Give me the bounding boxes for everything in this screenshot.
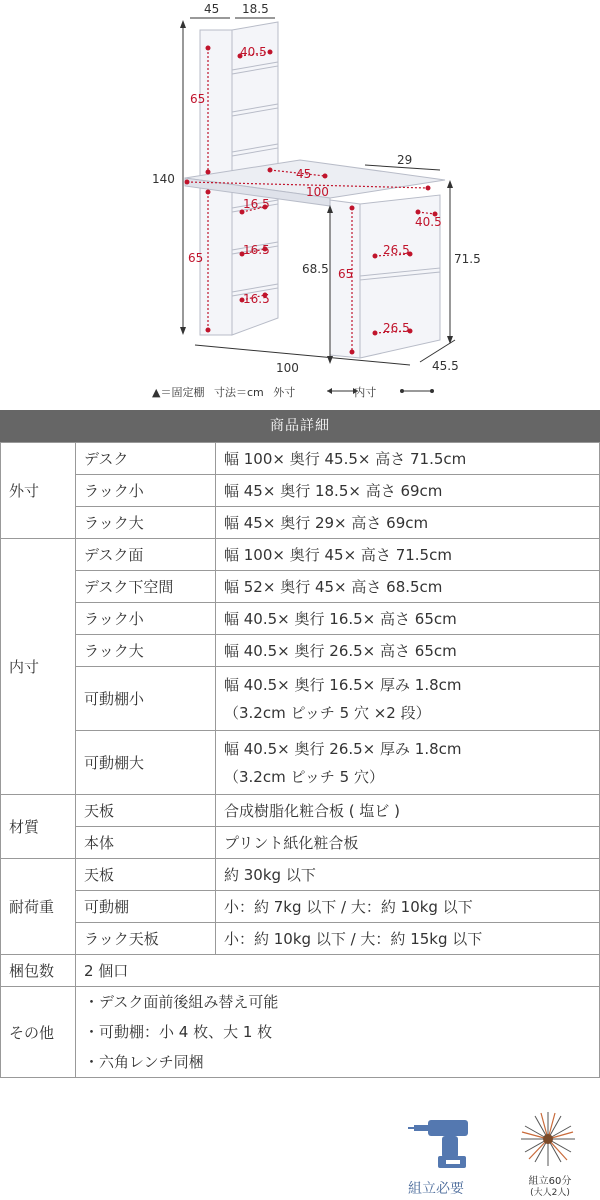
dim-right-shelf-2: 26.5 [383,321,410,335]
row-label: 可動棚 [76,891,216,923]
table-row [1,923,600,955]
dim-under-desk-height: 68.5 [302,262,329,276]
row-value: 幅 45× 奥行 29× 高さ 69cm [216,507,600,539]
diagram-legend [152,384,382,400]
category-outer: 外寸 [1,443,76,539]
category-material: 材質 [1,795,76,859]
dim-shelf-a: 16.5 [243,197,270,211]
row-value [216,667,600,731]
row-label: 可動棚小 [76,667,216,731]
row-label: ラック天板 [76,923,216,955]
assembly-people-label: (大人2人) [530,1188,570,1198]
row-value: 小：約 10kg 以下 / 大：約 15kg 以下 [216,923,600,955]
table-row [1,475,600,507]
dim-lower-rack-height: 65 [188,251,204,265]
row-value [216,731,600,795]
table-row [1,539,600,571]
table-row [1,603,600,635]
dim-right-rack-width: 40.5 [415,215,442,229]
row-value-line2: （3.2cm ピッチ 5 穴 ×2 段） [224,703,431,722]
row-label: 天板 [76,795,216,827]
category-inner: 内寸 [1,539,76,795]
table-row [1,987,600,1078]
table-row [1,891,600,923]
dim-upper-rack-height: 65 [190,92,206,106]
table-row [1,443,600,475]
dim-rack-small-depth: 18.5 [242,2,269,16]
dim-shelf-c: 16.5 [243,292,270,306]
row-label: ラック大 [76,507,216,539]
dim-bottom-depth: 45.5 [432,359,459,373]
package-value: 2 個口 [76,955,600,987]
dim-right-shelf-1: 26.5 [383,243,410,257]
legend-outer: 外寸 [273,386,296,399]
table-row [1,667,600,731]
product-dimension-diagram [0,0,600,408]
table-row [1,571,600,603]
legend-fixed-shelf: ▲＝固定棚 [152,386,205,399]
row-value-line1: 幅 40.5× 奥行 16.5× 厚み 1.8cm [224,675,462,694]
row-label: ラック大 [76,635,216,667]
assembly-required-label: 組立必要 [408,1181,464,1197]
table-row [1,795,600,827]
dim-bottom-width: 100 [276,361,299,375]
category-load: 耐荷重 [1,859,76,955]
legend-inner: 内寸 [354,386,377,399]
dim-rack-small-width: 45 [204,2,220,16]
table-row [1,507,600,539]
row-label: 天板 [76,859,216,891]
table-row [1,731,600,795]
row-label: 本体 [76,827,216,859]
assembly-badges [0,1108,600,1200]
table-row [1,827,600,859]
clock-burst-icon [515,1108,581,1170]
dim-desk-inner-width: 100 [306,185,329,199]
assembly-time-label: 組立60分 [528,1176,572,1187]
row-value: 小：約 7kg 以下 / 大：約 10kg 以下 [216,891,600,923]
row-label: ラック小 [76,475,216,507]
other-item: ・可動棚：小 4 枚、大 1 枚 [84,1023,273,1041]
row-label: デスク下空間 [76,571,216,603]
category-other: その他 [1,987,76,1078]
row-value: 幅 100× 奥行 45.5× 高さ 71.5cm [216,443,600,475]
row-value: 幅 100× 奥行 45× 高さ 71.5cm [216,539,600,571]
dim-upper-shelf-width: 40.5 [240,45,267,59]
assembly-required-badge [408,1110,488,1200]
row-value: 幅 52× 奥行 45× 高さ 68.5cm [216,571,600,603]
other-item: ・デスク面前後組み替え可能 [84,993,279,1011]
row-value: 幅 45× 奥行 18.5× 高さ 69cm [216,475,600,507]
assembly-time-badge [515,1108,581,1200]
table-row [1,859,600,891]
spec-header: 商品詳細 [0,410,600,442]
other-item: ・六角レンチ同梱 [84,1053,204,1071]
dim-desk-inner-depth: 45 [296,167,312,181]
drill-icon [408,1110,488,1172]
dim-desk-depth-right: 29 [397,153,413,167]
row-label: デスク [76,443,216,475]
row-value: 合成樹脂化粧合板 ( 塩ビ ) [216,795,600,827]
dim-desk-height: 71.5 [454,252,481,266]
category-package: 梱包数 [1,955,76,987]
spec-table [0,442,600,1078]
table-row [1,955,600,987]
row-value-line1: 幅 40.5× 奥行 26.5× 厚み 1.8cm [224,739,462,758]
row-value: 幅 40.5× 奥行 26.5× 高さ 65cm [216,635,600,667]
row-value: 幅 40.5× 奥行 16.5× 高さ 65cm [216,603,600,635]
row-label: デスク面 [76,539,216,571]
dim-total-height: 140 [152,172,175,186]
dim-shelf-b: 16.5 [243,243,270,257]
dim-inner-65: 65 [338,267,354,281]
row-label: ラック小 [76,603,216,635]
row-value-line2: （3.2cm ピッチ 5 穴） [224,767,384,786]
row-label: 可動棚大 [76,731,216,795]
legend-unit: 寸法＝cm [213,386,264,399]
other-values [76,987,600,1078]
row-value: プリント紙化粧合板 [216,827,600,859]
table-row [1,635,600,667]
row-value: 約 30kg 以下 [216,859,600,891]
